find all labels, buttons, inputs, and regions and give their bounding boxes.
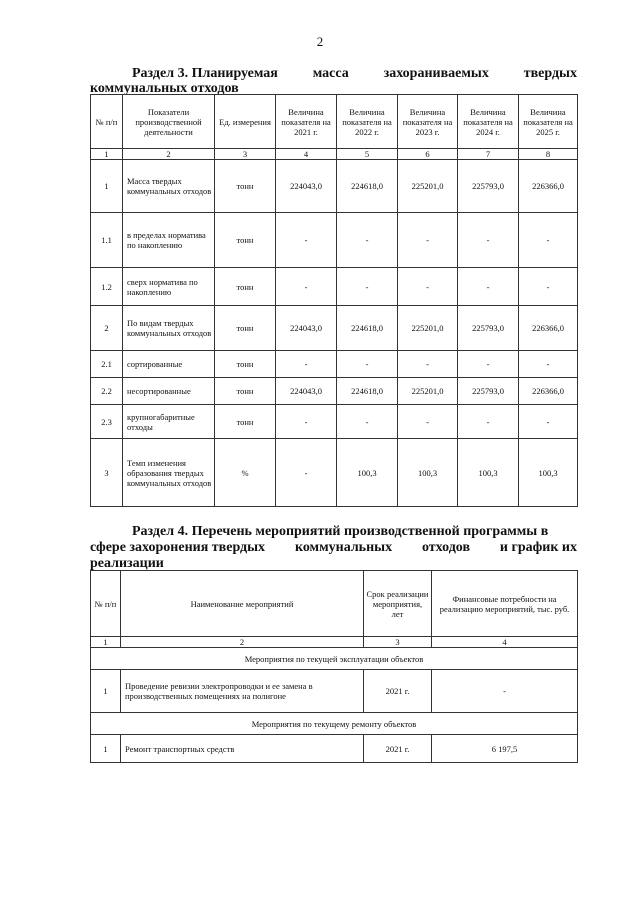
value-cell: - [519,405,578,439]
table-row [91,439,578,507]
column-number: 4 [276,149,337,160]
table-row [91,735,578,763]
value-cell: 224043,0 [276,378,337,405]
page-number: 2 [316,34,324,49]
unit-cell: тонн [215,378,276,405]
value-cell: 225793,0 [458,306,519,351]
indicator-name: Масса твердых коммунальных отходов [123,160,215,213]
unit-cell: тонн [215,160,276,213]
table-row [91,213,578,268]
header-cell: Величина показателя на 2021 г. [276,95,337,149]
value-cell: 224618,0 [337,160,398,213]
value-cell: 224618,0 [337,306,398,351]
value-cell: 224618,0 [337,378,398,405]
section4-title-part: отходов [421,540,471,555]
group-heading: Мероприятия по текущему ремонту объектов [91,713,578,735]
unit-cell: тонн [215,268,276,306]
section3-title-line2: коммунальных отходов [90,81,239,96]
value-cell: 224043,0 [276,160,337,213]
header-cell: Величина показателя на 2023 г. [398,95,458,149]
value-cell: - [276,213,337,268]
header-cell: № п/п [91,571,121,637]
section4-title-part: и график их [499,540,577,555]
column-number: 1 [91,637,121,648]
value-cell: - [398,268,458,306]
section4-title-part: сфере захоронения твердых [90,540,266,555]
value-cell: 225793,0 [458,378,519,405]
column-number: 2 [121,637,364,648]
table-row [91,160,578,213]
section3-title [132,66,577,82]
row-number: 1 [91,735,121,763]
value-cell: - [458,268,519,306]
table-row [91,405,578,439]
column-number-row [91,149,578,160]
row-number: 2.2 [91,378,123,405]
value-cell: - [519,268,578,306]
value-cell: 226366,0 [519,306,578,351]
column-number: 7 [458,149,519,160]
value-cell: 226366,0 [519,160,578,213]
table-row [91,268,578,306]
value-cell: - [337,351,398,378]
cost-cell: 6 197,5 [432,735,578,763]
row-number: 1.1 [91,213,123,268]
row-number: 1.2 [91,268,123,306]
header-cell: Срок реализации мероприятия, лет [364,571,432,637]
section3-title-part: твердых [523,66,577,81]
column-number: 3 [215,149,276,160]
value-cell: - [519,213,578,268]
table-header-row [91,95,578,149]
value-cell: - [519,351,578,378]
group-row [91,713,578,735]
header-cell: Величина показателя на 2022 г. [337,95,398,149]
indicator-name: крупногабаритные отходы [123,405,215,439]
indicator-name: Темп изменения образования твердых коммунальных отходов [123,439,215,507]
header-cell: Показатели производственной деятельности [123,95,215,149]
header-cell: № п/п [91,95,123,149]
table-row [91,351,578,378]
value-cell: - [337,213,398,268]
value-cell: 100,3 [398,439,458,507]
cost-cell: - [432,670,578,713]
header-cell: Финансовые потребности на реализацию мероприятий, тыс. руб. [432,571,578,637]
indicator-name: сортированные [123,351,215,378]
section4-title-line1: Раздел 4. Перечень мероприятий производственной программы в [132,524,549,539]
column-number: 1 [91,149,123,160]
section3-title-part: захораниваемых [383,66,489,81]
row-number: 1 [91,160,123,213]
row-number: 2.3 [91,405,123,439]
unit-cell: % [215,439,276,507]
column-number-row [91,637,578,648]
row-number: 3 [91,439,123,507]
value-cell: 224043,0 [276,306,337,351]
row-number: 2 [91,306,123,351]
column-number: 3 [364,637,432,648]
value-cell: 225201,0 [398,160,458,213]
value-cell: - [276,351,337,378]
indicator-name: несортированные [123,378,215,405]
value-cell: - [276,439,337,507]
section4-table [90,570,578,763]
indicator-name: в пределах норматива по накоплению [123,213,215,268]
header-cell: Ед. измерения [215,95,276,149]
value-cell: 225201,0 [398,378,458,405]
group-heading: Мероприятия по текущей эксплуатации объектов [91,648,578,670]
header-cell: Наименование мероприятий [121,571,364,637]
section3-title-part: Раздел 3. Планируемая [132,66,278,81]
column-number: 4 [432,637,578,648]
activity-name: Проведение ревизии электропроводки и ее замена в производственных помещениях на полигоне [121,670,364,713]
header-cell: Величина показателя на 2025 г. [519,95,578,149]
section3-title-part: масса [312,66,349,81]
value-cell: - [276,405,337,439]
deadline-cell: 2021 г. [364,670,432,713]
table-row [91,378,578,405]
table-row [91,670,578,713]
table-header-row [91,571,578,637]
value-cell: - [398,351,458,378]
value-cell: 225201,0 [398,306,458,351]
value-cell: - [398,405,458,439]
indicator-name: сверх норматива по накоплению [123,268,215,306]
group-row [91,648,578,670]
section4-title [90,524,577,572]
value-cell: - [458,405,519,439]
section4-title-part: коммунальных [294,540,393,555]
indicator-name: По видам твердых коммунальных отходов [123,306,215,351]
value-cell: - [337,405,398,439]
activity-name: Ремонт транспортных средств [121,735,364,763]
unit-cell: тонн [215,306,276,351]
row-number: 2.1 [91,351,123,378]
value-cell: - [398,213,458,268]
column-number: 2 [123,149,215,160]
value-cell: 226366,0 [519,378,578,405]
unit-cell: тонн [215,213,276,268]
value-cell: - [458,351,519,378]
unit-cell: тонн [215,351,276,378]
section4-title-line3: реализации [90,556,164,571]
value-cell: - [337,268,398,306]
unit-cell: тонн [215,405,276,439]
column-number: 5 [337,149,398,160]
header-cell: Величина показателя на 2024 г. [458,95,519,149]
column-number: 8 [519,149,578,160]
value-cell: 100,3 [519,439,578,507]
value-cell: - [276,268,337,306]
value-cell: 100,3 [337,439,398,507]
column-number: 6 [398,149,458,160]
table-row [91,306,578,351]
value-cell: 100,3 [458,439,519,507]
row-number: 1 [91,670,121,713]
section3-table [90,94,578,507]
value-cell: - [458,213,519,268]
deadline-cell: 2021 г. [364,735,432,763]
value-cell: 225793,0 [458,160,519,213]
